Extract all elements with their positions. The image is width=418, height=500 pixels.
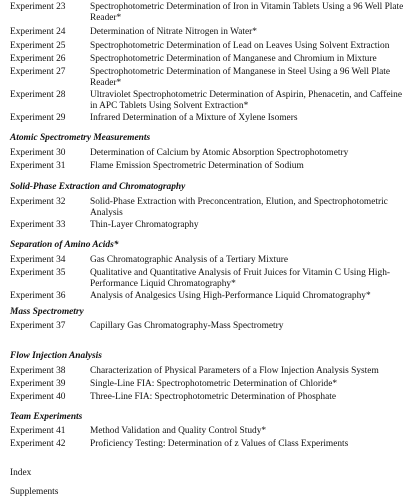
experiment-number: Experiment 28 (10, 90, 66, 100)
experiment-title: Flame Emission Spectrometric Determination of Sodium (90, 161, 304, 171)
section-heading: Mass Spectrometry (10, 307, 84, 317)
experiment-title: Analysis of Analgesics Using High-Performance Liquid Chromatography* (90, 291, 371, 301)
experiment-number: Experiment 35 (10, 268, 66, 278)
back-matter-entry: Index (10, 468, 32, 478)
experiment-title: Ultraviolet Spectrophotometric Determination of Aspirin, Phenacetin, and Caffeine in APC Tablets Using Solvent Extraction* (90, 90, 402, 111)
experiment-title: Spectrophotometric Determination of Lead on Leaves Using Solvent Extraction (90, 41, 390, 51)
experiment-number: Experiment 32 (10, 197, 66, 207)
experiment-number: Experiment 36 (10, 291, 66, 301)
experiment-title: Thin-Layer Chromatography (90, 220, 199, 230)
experiment-number: Experiment 40 (10, 392, 66, 402)
section-heading: Team Experiments (10, 412, 83, 422)
section-heading: Atomic Spectrometry Measurements (10, 133, 151, 143)
experiment-number: Experiment 42 (10, 439, 66, 449)
experiment-title: Determination of Nitrate Nitrogen in Water* (90, 27, 257, 37)
back-matter-entry: Supplements (10, 487, 59, 497)
experiment-title: Spectrophotometric Determination of Iron in Vitamin Tablets Using a 96 Well Plate Reader* (90, 2, 404, 23)
experiment-number: Experiment 39 (10, 379, 66, 389)
experiment-number: Experiment 33 (10, 220, 66, 230)
experiment-title: Method Validation and Quality Control Study* (90, 426, 267, 436)
experiment-title: Gas Chromatographic Analysis of a Tertiary Mixture (90, 255, 289, 265)
experiment-number: Experiment 25 (10, 41, 66, 51)
experiment-number: Experiment 27 (10, 67, 66, 77)
experiment-number: Experiment 23 (10, 2, 66, 12)
experiment-title: Qualitative and Quantitative Analysis of Fruit Juices for Vitamin C Using High-Performance Liquid Chromatography* (90, 268, 391, 289)
section-heading: Solid-Phase Extraction and Chromatography (10, 182, 186, 192)
experiment-title: Infrared Determination of a Mixture of Xylene Isomers (90, 113, 298, 123)
experiment-number: Experiment 31 (10, 161, 66, 171)
experiment-title: Three-Line FIA: Spectrophotometric Determination of Phosphate (90, 392, 337, 402)
experiment-number: Experiment 34 (10, 255, 66, 265)
experiment-title: Determination of Calcium by Atomic Absorption Spectrophotometry (90, 148, 349, 158)
section-heading: Separation of Amino Acids* (10, 240, 119, 250)
section-heading: Flow Injection Analysis (10, 351, 102, 361)
experiment-title: Capillary Gas Chromatography-Mass Spectrometry (90, 321, 284, 331)
experiment-number: Experiment 29 (10, 113, 66, 123)
experiment-title: Characterization of Physical Parameters of a Flow Injection Analysis System (90, 366, 379, 376)
experiment-number: Experiment 38 (10, 366, 66, 376)
experiment-title: Solid-Phase Extraction with Preconcentration, Elution, and Spectrophotometric Analysis (90, 197, 388, 218)
experiment-title: Spectrophotometric Determination of Manganese and Chromium in Mixture (90, 54, 377, 64)
experiment-title: Single-Line FIA: Spectrophotometric Determination of Chloride* (90, 379, 338, 389)
experiment-number: Experiment 41 (10, 426, 66, 436)
experiment-title: Spectrophotometric Determination of Manganese in Steel Using a 96 Well Plate Reader* (90, 67, 391, 88)
experiment-number: Experiment 24 (10, 27, 66, 37)
experiment-number: Experiment 30 (10, 148, 66, 158)
experiment-number: Experiment 26 (10, 54, 66, 64)
experiment-title: Proficiency Testing: Determination of z Values of Class Experiments (90, 439, 349, 449)
experiment-number: Experiment 37 (10, 321, 66, 331)
